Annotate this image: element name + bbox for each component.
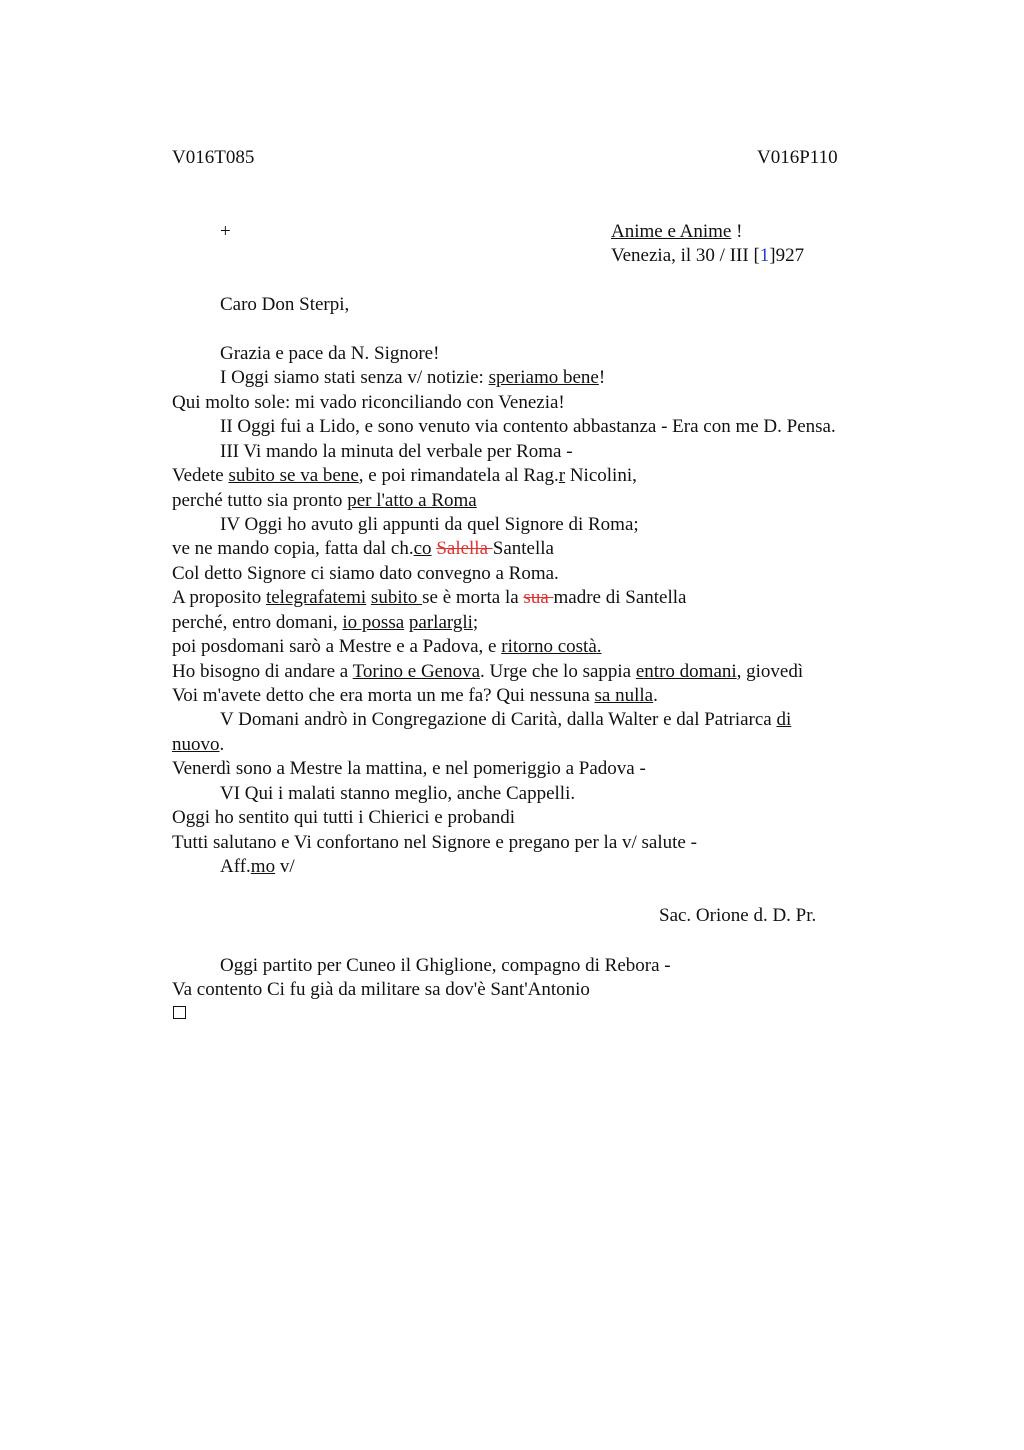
body-line (172, 586, 686, 610)
text-fragment: ve ne mando copia, fatta dal ch. (172, 538, 414, 559)
text-fragment: nuovo (172, 734, 220, 755)
text-fragment: mo (250, 856, 276, 877)
text-fragment: I Oggi siamo stati senza v/ notizie: (220, 367, 489, 388)
cross-mark: + (220, 221, 231, 242)
text-fragment: madre di Santella (553, 587, 687, 608)
body-line (172, 733, 224, 757)
motto (611, 220, 742, 244)
text-fragment: . (219, 734, 225, 755)
body-line: II Oggi fui a Lido, e sono venuto via contento abbastanza - Era con me D. Pensa. (220, 416, 836, 437)
text-fragment: sa nulla (594, 685, 654, 706)
text-fragment: ]927 (769, 245, 805, 266)
text-fragment: poi posdomani sarò a Mestre e a Padova, e (172, 636, 502, 657)
text-fragment: perché tutto sia pronto (172, 490, 348, 511)
text-fragment: di (776, 709, 792, 730)
text-fragment: Ho bisogno di andare a (172, 661, 353, 682)
editor-bracket-digit: 1 (759, 245, 770, 266)
text-fragment: V Domani andrò in Congregazione di Carità, dalla Walter e dal Patriarca (220, 709, 777, 730)
body-line: Venerdì sono a Mestre la mattina, e nel pomeriggio a Padova - (172, 758, 646, 779)
text-fragment: perché, entro domani, (172, 612, 343, 633)
body-line (172, 660, 803, 684)
text-fragment: per l'atto a Roma (347, 490, 477, 511)
text-fragment: co (413, 538, 432, 559)
text-fragment: . Urge che lo sappia (480, 661, 636, 682)
greeting: Grazia e pace da N. Signore! (220, 343, 440, 364)
text-fragment: io possa (342, 612, 405, 633)
body-line (172, 537, 554, 561)
body-line: VI Qui i malati stanno meglio, anche Cappelli. (220, 783, 576, 804)
text-fragment: Voi m'avete detto che era morta un me fa? Qui nessuna (172, 685, 595, 706)
text-fragment: entro domani (635, 661, 737, 682)
text-fragment: telegrafatemi (265, 587, 367, 608)
text-fragment: ; (472, 612, 479, 633)
body-line (220, 366, 605, 390)
postscript-line: Oggi partito per Cuneo il Ghiglione, compagno di Rebora - (220, 955, 671, 976)
signature: Sac. Orione d. D. Pr. (659, 905, 817, 926)
text-fragment: Aff. (220, 856, 251, 877)
strikethrough-text: sua (523, 587, 554, 608)
date-line (611, 244, 804, 268)
body-line: Tutti salutano e Vi confortano nel Signore e pregano per la v/ salute - (172, 832, 697, 853)
motto-end: ! (731, 221, 743, 242)
postscript-line: Va contento Ci fu già da militare sa dov'è Sant'Antonio (172, 979, 590, 1000)
header-right-code: V016P110 (757, 147, 838, 168)
text-fragment: . (653, 685, 658, 706)
body-line (172, 611, 478, 635)
body-line (172, 635, 602, 659)
text-fragment: Vedete (172, 465, 229, 486)
text-fragment: , giovedì (736, 661, 804, 682)
body-line: Oggi ho sentito qui tutti i Chierici e probandi (172, 807, 516, 828)
closing-line (220, 855, 295, 879)
text-fragment: Nicolini, (565, 465, 637, 486)
body-line (220, 708, 791, 732)
salutation: Caro Don Sterpi, (220, 294, 350, 315)
text-fragment: ! (598, 367, 606, 388)
text-fragment: . (596, 636, 602, 657)
text-fragment: subito (370, 587, 423, 608)
text-fragment: Venezia, il 30 / III [ (611, 245, 760, 266)
motto-underlined: Anime e Anime (611, 221, 732, 242)
text-fragment: se è morta la (422, 587, 524, 608)
body-line (172, 464, 637, 488)
text-fragment: v/ (275, 856, 295, 877)
body-line: Qui molto sole: mi vado riconciliando con Venezia! (172, 392, 565, 413)
text-fragment: Torino e Genova (352, 661, 481, 682)
body-line: Col detto Signore ci siamo dato convegno a Roma. (172, 563, 559, 584)
text-fragment: speriamo bene (488, 367, 599, 388)
text-fragment: r (558, 465, 566, 486)
body-line (172, 489, 477, 513)
text-fragment: Santella (492, 538, 554, 559)
strikethrough-text: Salella (436, 538, 493, 559)
end-marker-box (173, 1006, 186, 1019)
header-left-code: V016T085 (172, 147, 255, 168)
text-fragment: , e poi rimandatela al Rag. (358, 465, 559, 486)
text-fragment: subito se va bene (228, 465, 359, 486)
body-line: IV Oggi ho avuto gli appunti da quel Signore di Roma; (220, 514, 639, 535)
body-line: III Vi mando la minuta del verbale per Roma - (220, 441, 573, 462)
text-fragment: A proposito (172, 587, 266, 608)
text-fragment: parlargli (408, 612, 473, 633)
text-fragment: ritorno costà (501, 636, 597, 657)
body-line (172, 684, 658, 708)
